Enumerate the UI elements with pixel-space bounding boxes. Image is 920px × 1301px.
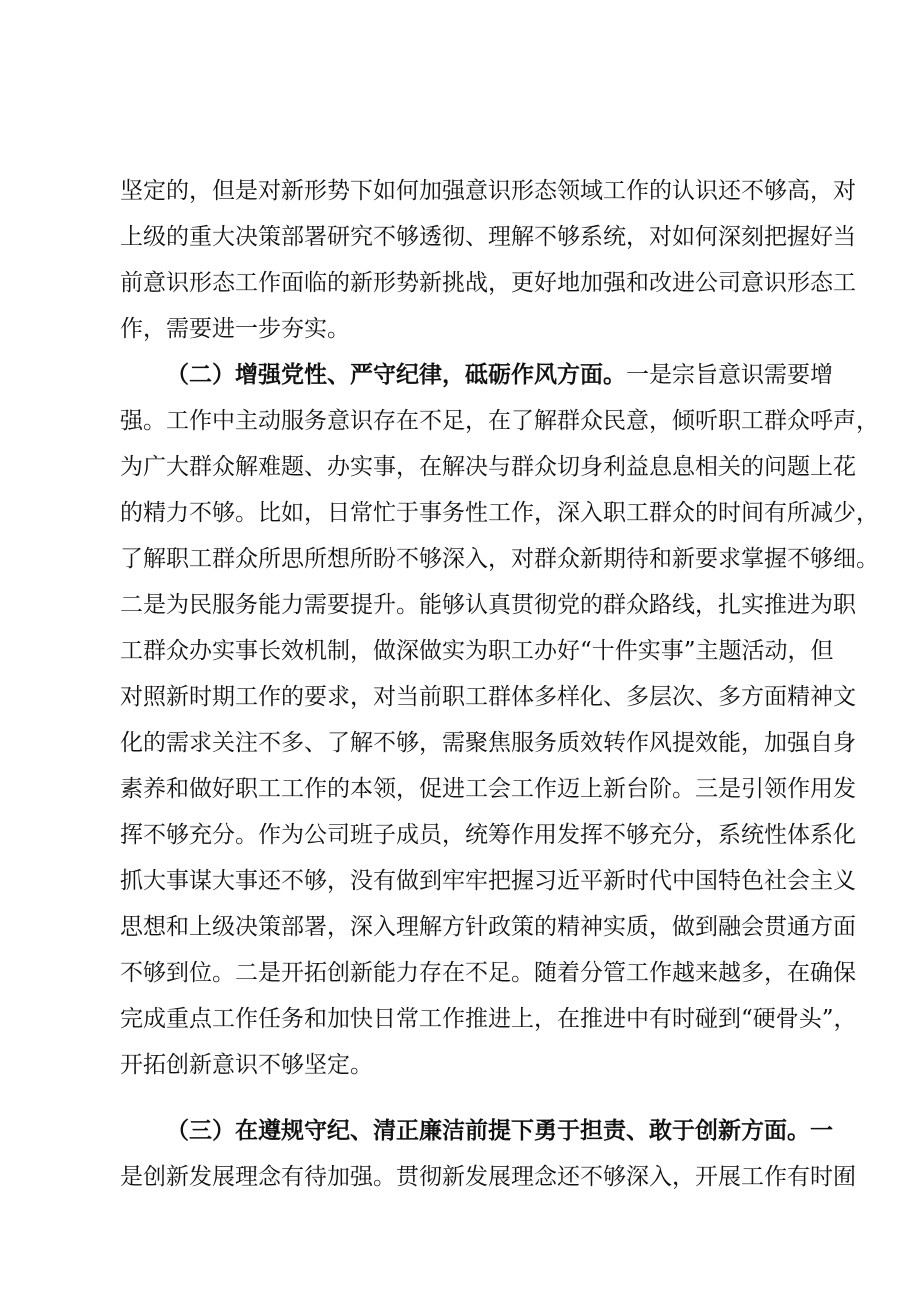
paragraph-3 [120, 1108, 856, 1200]
paragraph-2 [120, 352, 879, 1088]
text-line: 化的需求关注不多、了解不够，需聚焦服务质效转作风提效能，加强自身 [120, 730, 856, 756]
document-body [120, 168, 879, 1200]
text-line: 作，需要进一步夯实。 [120, 316, 350, 342]
text-line: 思想和上级决策部署，深入理解方针政策的精神实质，做到融会贯通方面 [120, 914, 856, 940]
text-line: 上级的重大决策部署研究不够透彻、理解不够系统，对如何深刻把握好当 [120, 224, 856, 250]
text-line: 前意识形态工作面临的新形势新挑战，更好地加强和改进公司意识形态工 [120, 270, 856, 296]
paragraph-gap [120, 1088, 810, 1108]
text-line: 完成重点工作任务和加快日常工作推进上，在推进中有时碰到“硬骨头”， [120, 1006, 857, 1032]
text-line: 坚定的，但是对新形势下如何加强意识形态领域工作的认识还不够高，对 [120, 178, 856, 204]
text-line: 的精力不够。比如，日常忙于事务性工作，深入职工群众的时间有所减少， [120, 500, 879, 526]
text-line: 素养和做好职工工作的本领，促进工会工作迈上新台阶。三是引领作用发 [120, 776, 856, 802]
text-line: 挥不够充分。作为公司班子成员，统筹作用发挥不够充分，系统性体系化 [120, 822, 856, 848]
text-line: 开拓创新意识不够坚定。 [120, 1052, 373, 1078]
text-line: 强。工作中主动服务意识存在不足，在了解群众民意，倾听职工群众呼声， [120, 408, 879, 434]
text-line [120, 352, 833, 398]
section-heading-3: （三）在遵规守纪、清正廉洁前提下勇于担责、敢于创新方面。一 [166, 1117, 833, 1144]
text-line: 是创新发展理念有待加强。贯彻新发展理念还不够深入，开展工作有时囿 [120, 1164, 856, 1190]
text-line: 为广大群众解难题、办实事，在解决与群众切身利益息息相关的问题上花 [120, 454, 856, 480]
text-line: 二是为民服务能力需要提升。能够认真贯彻党的群众路线，扎实推进为职 [120, 592, 856, 618]
text-line: 抓大事谋大事还不够，没有做到牢牢把握习近平新时代中国特色社会主义 [120, 868, 856, 894]
heading-line-rest: 一是宗旨意识需要增 [626, 362, 833, 388]
text-line: 不够到位。二是开拓创新能力存在不足。随着分管工作越来越多，在确保 [120, 960, 856, 986]
paragraph-1 [120, 168, 856, 352]
text-line: 工群众办实事长效机制，做深做实为职工办好“十件实事”主题活动，但 [120, 638, 834, 664]
text-line: 了解职工群众所思所想所盼不够深入，对群众新期待和新要求掌握不够细。 [120, 546, 879, 572]
text-line: 对照新时期工作的要求，对当前职工群体多样化、多层次、多方面精神文 [120, 684, 856, 710]
section-heading-2: （二）增强党性、严守纪律，砥砺作风方面。 [166, 361, 626, 388]
